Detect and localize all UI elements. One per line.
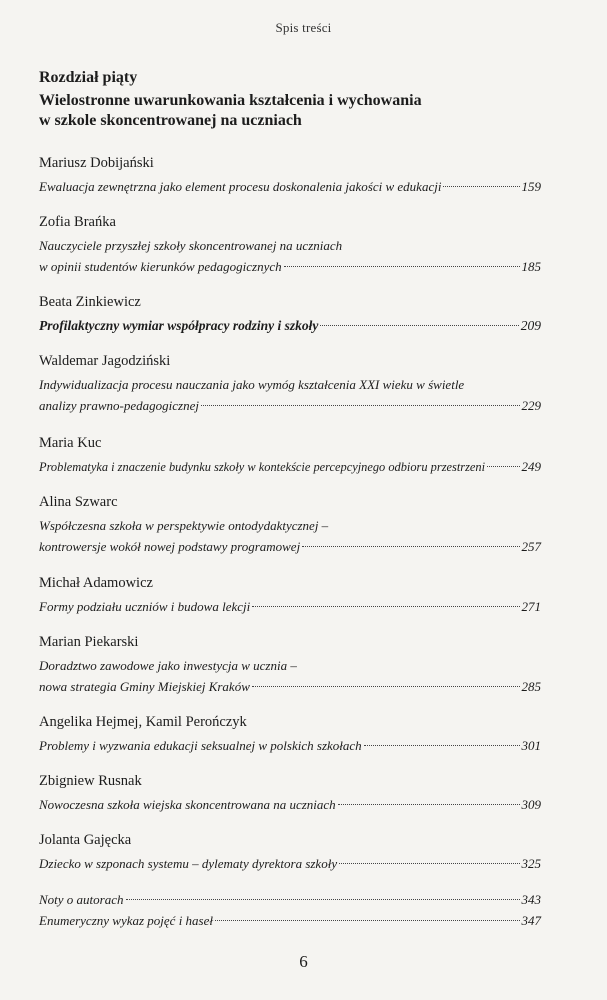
toc-entry	[39, 574, 541, 617]
entry-author: Maria Kuc	[39, 435, 102, 451]
entry-author: Jolanta Gajęcka	[39, 832, 132, 848]
entry-page-number: 229	[521, 398, 541, 413]
entry-author: Waldemar Jagodziński	[39, 353, 171, 369]
dot-leader	[320, 325, 518, 326]
entry-author: Angelika Hejmej, Kamil Perończyk	[39, 714, 247, 730]
entry-page-number: 249	[521, 459, 541, 474]
back-matter-title: Enumeryczny wykaz pojęć i haseł	[39, 913, 214, 928]
toc-entry	[39, 772, 541, 815]
dot-leader	[201, 405, 520, 406]
dot-leader	[339, 863, 519, 864]
entry-title-line[interactable]	[39, 176, 541, 197]
entry-title: Indywidualizacja procesu nauczania jako wymóg kształcenia XXI wieku w świetle	[39, 377, 465, 392]
entry-author: Alina Szwarc	[39, 494, 118, 510]
entry-title-continued: w opinii studentów kierunków pedagogicznych	[39, 259, 282, 274]
entry-page-number: 209	[520, 318, 541, 333]
entry-title: Nauczyciele przyszłej szkoły skoncentrowanej na uczniach	[39, 238, 343, 253]
entry-title-line[interactable]	[39, 676, 541, 697]
entry-author: Marian Piekarski	[39, 634, 139, 650]
entry-page-number: 257	[521, 539, 541, 554]
back-matter	[39, 889, 541, 931]
entry-title-line[interactable]	[39, 515, 541, 536]
toc-entry	[39, 831, 541, 874]
toc-entry	[39, 154, 541, 197]
entry-title: Profilaktyczny wymiar współpracy rodziny i szkoły	[39, 318, 319, 333]
entry-title: Ewaluacja zewnętrzna jako element procesu doskonalenia jakości w edukacji	[39, 179, 442, 194]
dot-leader	[252, 606, 519, 607]
entry-title: Formy podziału uczniów i budowa lekcji	[39, 599, 251, 614]
toc-entry	[39, 713, 541, 756]
back-matter-line[interactable]	[39, 889, 541, 910]
toc-entry	[39, 213, 541, 277]
entry-page-number: 285	[521, 679, 541, 694]
dot-leader	[338, 804, 520, 805]
entry-page-number: 309	[521, 797, 541, 812]
entry-title: Problematyka i znaczenie budynku szkoły w kontekście percepcyjnego odbioru przestrzeni	[39, 460, 486, 474]
entry-title: Dziecko w szponach systemu – dylematy dyrektora szkoły	[39, 856, 338, 871]
entry-title-line[interactable]	[39, 794, 541, 815]
entry-page-number: 301	[521, 738, 541, 753]
entry-title-line[interactable]	[39, 374, 541, 395]
running-head: Spis treści	[275, 20, 332, 35]
back-matter-page-number: 347	[521, 913, 541, 928]
dot-leader	[284, 266, 520, 267]
dot-leader	[302, 546, 519, 547]
toc-entry	[39, 434, 541, 478]
entry-title-line[interactable]	[39, 395, 541, 416]
dot-leader	[126, 899, 520, 900]
entry-page-number: 159	[521, 179, 541, 194]
toc-entry	[39, 633, 541, 697]
entry-title: Współczesna szkoła w perspektywie ontodydaktycznej –	[39, 518, 329, 533]
entry-title-line[interactable]	[39, 596, 541, 617]
toc-entry	[39, 493, 541, 557]
chapter-heading	[39, 67, 539, 131]
dot-leader	[215, 920, 519, 921]
entry-page-number: 185	[521, 259, 541, 274]
chapter-label: Rozdział piąty	[39, 69, 138, 86]
back-matter-title: Noty o autorach	[39, 892, 124, 907]
entry-author: Zbigniew Rusnak	[39, 773, 142, 789]
entry-title-line[interactable]	[39, 853, 541, 874]
entry-title: Doradztwo zawodowe jako inwestycja w ucznia –	[39, 658, 297, 673]
entry-author: Zofia Brańka	[39, 214, 116, 230]
back-matter-page-number: 343	[521, 892, 541, 907]
entry-title-line[interactable]	[39, 655, 541, 676]
dot-leader	[443, 186, 519, 187]
entry-title: Problemy i wyzwania edukacji seksualnej w polskich szkołach	[39, 738, 362, 753]
entry-title-continued: kontrowersje wokół nowej podstawy programowej	[39, 539, 301, 554]
entry-page-number: 271	[521, 599, 541, 614]
chapter-title-line-1: Wielostronne uwarunkowania kształcenia i wychowania	[39, 92, 422, 109]
dot-leader	[364, 745, 520, 746]
page-number: 6	[299, 952, 308, 971]
entry-title-line[interactable]	[39, 735, 541, 756]
entry-title: Nowoczesna szkoła wiejska skoncentrowana na uczniach	[39, 797, 336, 812]
entry-page-number: 325	[521, 856, 541, 871]
entry-title-line[interactable]	[39, 235, 541, 256]
chapter-title-line-2: w szkole skoncentrowanej na uczniach	[39, 112, 302, 129]
toc-entry	[39, 293, 541, 336]
dot-leader	[252, 686, 520, 687]
entry-author: Michał Adamowicz	[39, 575, 153, 591]
toc-entry	[39, 352, 541, 416]
entry-title-line[interactable]	[39, 256, 541, 277]
entry-title-line[interactable]	[39, 315, 541, 336]
entry-author: Mariusz Dobijański	[39, 155, 154, 171]
dot-leader	[487, 466, 519, 467]
entry-title-continued: nowa strategia Gminy Miejskiej Kraków	[39, 679, 250, 694]
entry-author: Beata Zinkiewicz	[39, 294, 141, 310]
entry-title-line[interactable]	[39, 456, 541, 478]
back-matter-line[interactable]	[39, 910, 541, 931]
entry-title-line[interactable]	[39, 536, 541, 557]
entry-title-continued: analizy prawno-pedagogicznej	[39, 398, 199, 413]
